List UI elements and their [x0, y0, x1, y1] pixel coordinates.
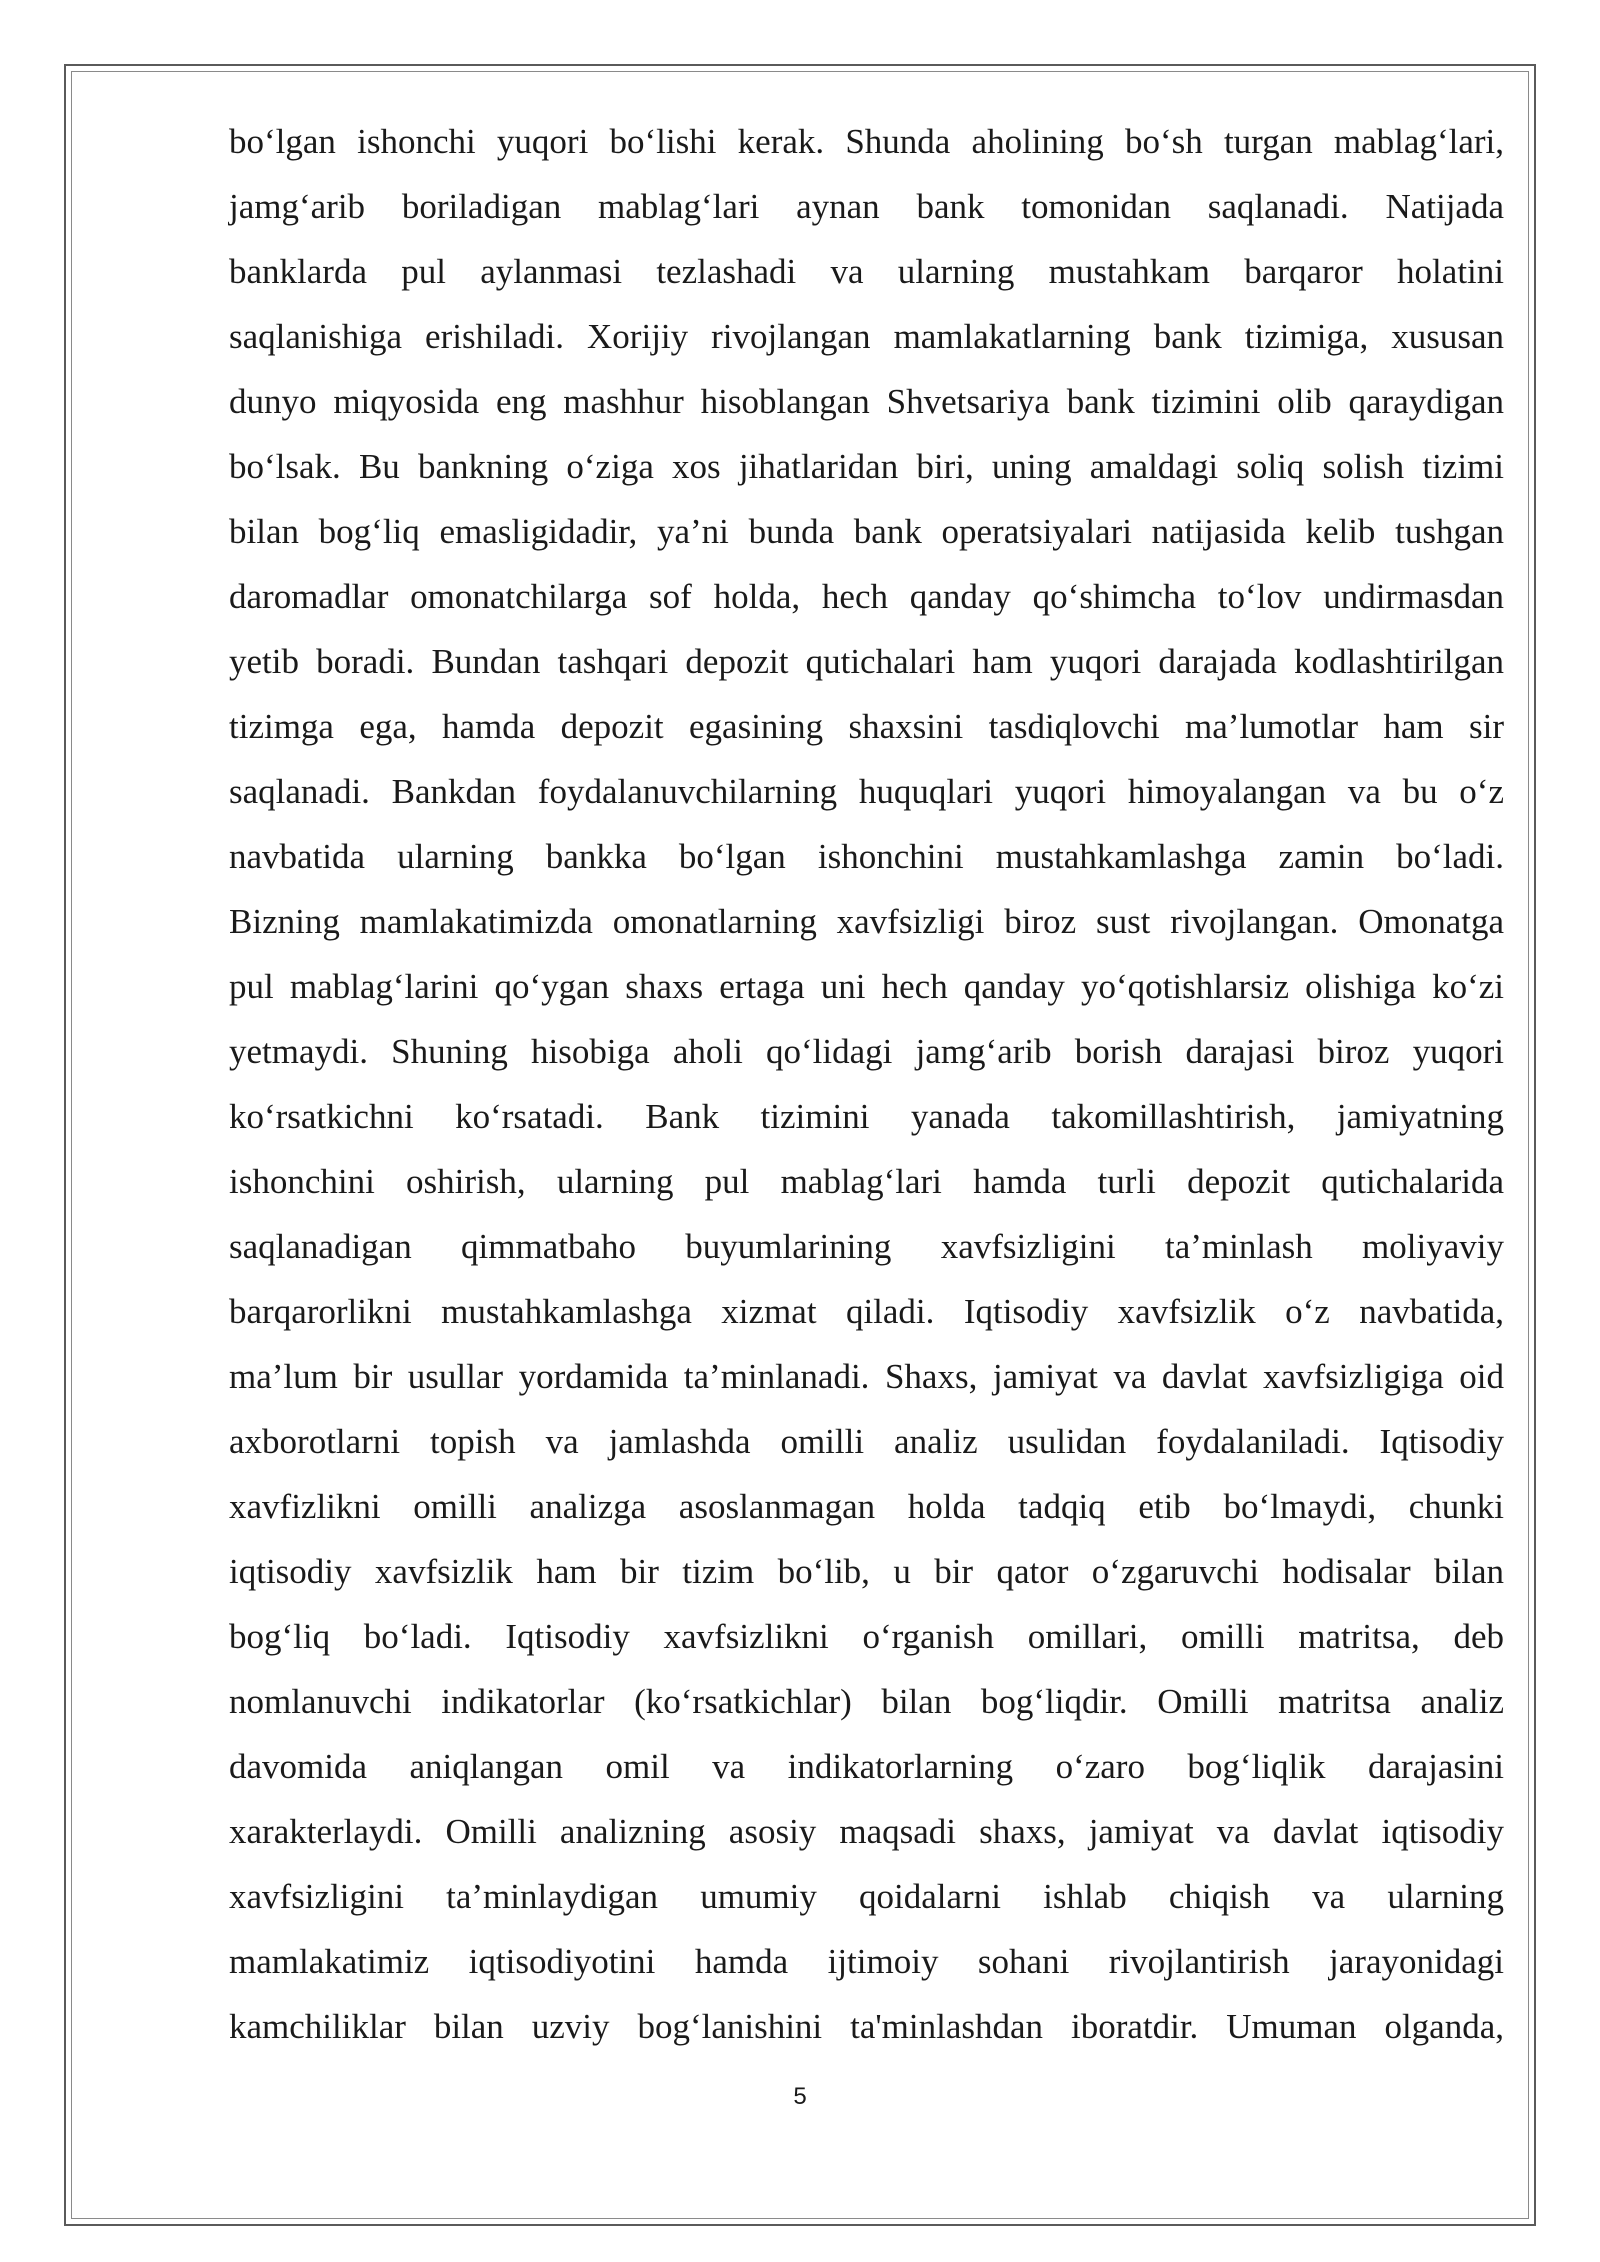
text-line: ma’lum bir usullar yordamida ta’minlanadi. Shaxs, jamiyat va davlat xavfsizligiga oid — [229, 1357, 1504, 1396]
text-line: ko‘rsatkichni ko‘rsatadi. Bank tizimini yanada takomillashtirish, jamiyatning — [229, 1097, 1504, 1136]
text-line: navbatida ularning bankka bo‘lgan ishonchini mustahkamlashga zamin bo‘ladi. — [229, 837, 1504, 876]
text-line: ishonchini oshirish, ularning pul mablag‘lari hamda turli depozit qutichalarida — [229, 1162, 1504, 1201]
text-line: davomida aniqlangan omil va indikatorlarning o‘zaro bog‘liqlik darajasini — [229, 1747, 1504, 1786]
text-line: mamlakatimiz iqtisodiyotini hamda ijtimoiy sohani rivojlantirish jarayonidagi — [229, 1942, 1504, 1981]
text-line: saqlanadigan qimmatbaho buyumlarining xavfsizligini ta’minlash moliyaviy — [229, 1227, 1504, 1266]
page-number: 5 — [793, 2083, 807, 2110]
text-line: pul mablag‘larini qo‘ygan shaxs ertaga uni hech qanday yo‘qotishlarsiz olishiga ko‘zi — [229, 967, 1504, 1006]
text-line: xarakterlaydi. Omilli analizning asosiy maqsadi shaxs, jamiyat va davlat iqtisodiy — [229, 1812, 1504, 1851]
text-line: xavfsizligini ta’minlaydigan umumiy qoidalarni ishlab chiqish va ularning — [229, 1877, 1504, 1916]
text-line: bo‘lsak. Bu bankning o‘ziga xos jihatlaridan biri, uning amaldagi soliq solish tizimi — [229, 447, 1504, 486]
text-line: saqlanadi. Bankdan foydalanuvchilarning huquqlari yuqori himoyalangan va bu o‘z — [229, 772, 1504, 811]
text-line: kamchiliklar bilan uzviy bog‘lanishini ta'minlashdan iboratdir. Umuman olganda, — [229, 2007, 1504, 2046]
text-line: dunyo miqyosida eng mashhur hisoblangan Shvetsariya bank tizimini olib qaraydigan — [229, 382, 1504, 421]
text-line: jamg‘arib boriladigan mablag‘lari aynan bank tomonidan saqlanadi. Natijada — [229, 187, 1504, 226]
text-line: tizimga ega, hamda depozit egasining shaxsini tasdiqlovchi ma’lumotlar ham sir — [229, 707, 1504, 746]
text-line: Bizning mamlakatimizda omonatlarning xavfsizligi biroz sust rivojlangan. Omonatga — [229, 902, 1504, 941]
text-line: banklarda pul aylanmasi tezlashadi va ularning mustahkam barqaror holatini — [229, 252, 1504, 291]
text-line: bilan bog‘liq emasligidadir, ya’ni bunda bank operatsiyalari natijasida kelib tushgan — [229, 512, 1504, 551]
text-line: axborotlarni topish va jamlashda omilli analiz usulidan foydalaniladi. Iqtisodiy — [229, 1422, 1504, 1461]
text-line: xavfizlikni omilli analizga asoslanmagan holda tadqiq etib bo‘lmaydi, chunki — [229, 1487, 1504, 1526]
text-line: saqlanishiga erishiladi. Xorijiy rivojlangan mamlakatlarning bank tizimiga, xususan — [229, 317, 1504, 356]
text-line: bog‘liq bo‘ladi. Iqtisodiy xavfsizlikni o‘rganish omillari, omilli matritsa, deb — [229, 1617, 1504, 1656]
text-line: barqarorlikni mustahkamlashga xizmat qiladi. Iqtisodiy xavfsizlik o‘z navbatida, — [229, 1292, 1504, 1331]
text-line: daromadlar omonatchilarga sof holda, hech qanday qo‘shimcha to‘lov undirmasdan — [229, 577, 1504, 616]
text-line: iqtisodiy xavfsizlik ham bir tizim bo‘lib, u bir qator o‘zgaruvchi hodisalar bilan — [229, 1552, 1504, 1591]
body-paragraph — [229, 109, 1504, 2059]
text-line: yetmaydi. Shuning hisobiga aholi qo‘lidagi jamg‘arib borish darajasi biroz yuqori — [229, 1032, 1504, 1071]
text-line: nomlanuvchi indikatorlar (ko‘rsatkichlar) bilan bog‘liqdir. Omilli matritsa analiz — [229, 1682, 1504, 1721]
text-line: bo‘lgan ishonchi yuqori bo‘lishi kerak. Shunda aholining bo‘sh turgan mablag‘lari, — [229, 122, 1504, 161]
text-line: yetib boradi. Bundan tashqari depozit qutichalari ham yuqori darajada kodlashtirilgan — [229, 642, 1504, 681]
